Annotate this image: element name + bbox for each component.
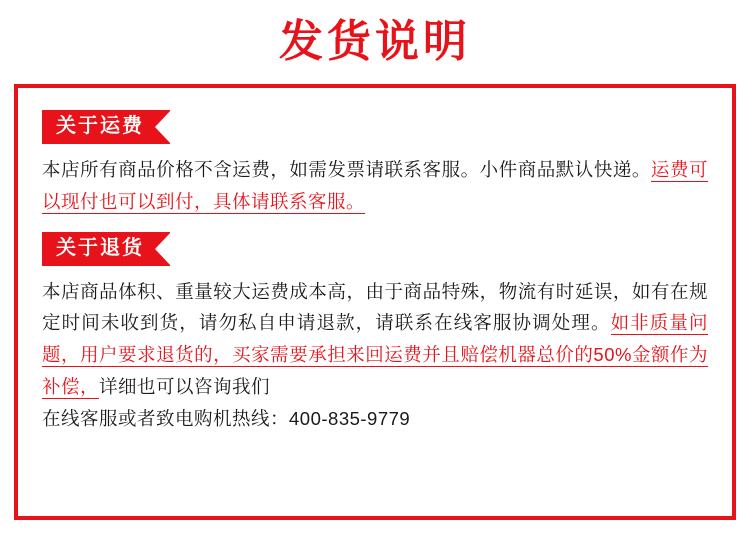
returns-tail-text: 详细也可以咨询我们	[99, 376, 271, 398]
returns-highlight-text: 如非质量问题，用户要求退货的，买家需要承担来回运费并且赔偿机器总价的50%金额作为补偿，	[42, 312, 708, 398]
returns-lead-text: 本店商品体积、重量较大运费成本高，由于商品特殊，物流有时延误，如有在规定时间未收到货，请勿私自申请退款，请联系在线客服协调处理。	[42, 280, 708, 334]
section-body-shipping-fee	[42, 154, 708, 218]
page-title: 发货说明	[279, 17, 471, 66]
section-returns	[42, 232, 708, 435]
shipping-fee-lead-text: 本店所有商品价格不含运费，如需发票请联系客服。小件商品默认快递。	[42, 159, 651, 180]
section-body-returns	[42, 276, 708, 403]
hotline-text: 在线客服或者致电购机热线：400-835-9779	[42, 407, 411, 429]
section-tag-shipping-fee: 关于运费	[42, 110, 170, 144]
section-tag-returns: 关于退货	[42, 232, 170, 266]
section-tag-wrap-returns	[42, 232, 708, 266]
shipping-fee-highlight-text: 运费可以现付也可以到付，具体请联系客服。	[42, 159, 708, 212]
content-frame	[14, 84, 736, 520]
section-tag-wrap-shipping-fee	[42, 110, 708, 144]
section-shipping-fee	[42, 110, 708, 218]
